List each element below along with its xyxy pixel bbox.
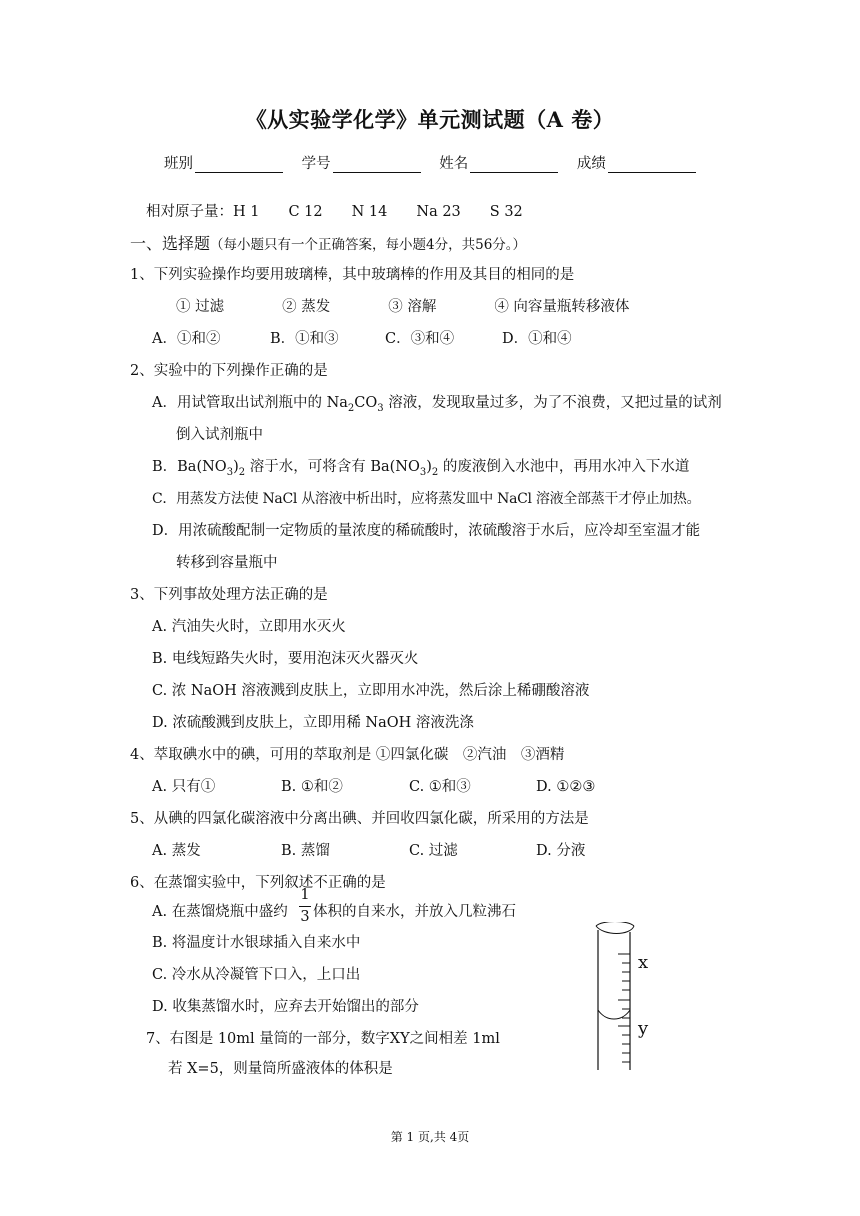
q2-a-sub-1: 2: [347, 402, 355, 414]
q1-choice-a: A．①和②: [152, 331, 221, 347]
q3-choice-d: D. 浓硫酸溅到皮肤上，立即用稀 NaOH 溶液洗涤: [152, 715, 474, 731]
q3-choice-b: B. 电线短路失火时，要用泡沫灭火器灭火: [152, 651, 419, 667]
q1-choice-d: D．①和④: [502, 331, 572, 347]
fraction-bar: [299, 906, 311, 907]
q2-stem: 2、实验中的下列操作正确的是: [130, 363, 328, 379]
q5-choice-d: D. 分液: [536, 843, 586, 859]
q2-a-sub-2: 3: [377, 402, 384, 414]
graduated-cylinder-figure: [590, 922, 680, 1082]
q4-stem: 4、萃取碘水中的碘，可用的萃取剂是 ①四氯化碳 ②汽油 ③酒精: [130, 747, 565, 763]
q2-b-text-4: ): [426, 459, 432, 475]
q6-choice-a-post: 体积的自来水，并放入几粒沸石: [313, 904, 516, 920]
q7-stem-line1: 7、右图是 10ml 量筒的一部分，数字XY之间相差 1ml: [146, 1031, 500, 1047]
class-label: 班别: [164, 156, 193, 172]
q3-choice-c: C. 浓 NaOH 溶液溅到皮肤上，立即用水冲洗，然后涂上稀硼酸溶液: [152, 683, 590, 699]
score-blank: [608, 158, 696, 173]
id-label: 学号: [301, 156, 331, 172]
cylinder-rim-top: [596, 926, 634, 934]
q4-choice-b: B. ①和②: [281, 779, 343, 795]
q2-choice-a-cont: 倒入试剂瓶中: [176, 427, 263, 443]
name-blank: [470, 158, 558, 173]
q1-choice-c: C．③和④: [385, 331, 455, 347]
fraction-denominator: 3: [300, 909, 310, 925]
fraction-numerator: 1: [300, 887, 310, 903]
q5-stem: 5、从碘的四氯化碳溶液中分离出碘、并回收四氯化碳，所采用的方法是: [130, 811, 589, 827]
q5-choice-a: A. 蒸发: [152, 843, 201, 859]
page-title: 《从实验学化学》单元测试题（A 卷）: [245, 107, 615, 132]
class-blank: [195, 158, 283, 173]
q2-b-sub-3: 3: [419, 466, 427, 478]
q2-b-sub-1: 3: [226, 466, 234, 478]
atomic-masses: 相对原子量：H 1 C 12 N 14 Na 23 S 32: [146, 204, 523, 220]
q2-choice-b: [152, 457, 689, 483]
cylinder-graduations: [618, 954, 630, 1062]
q2-a-text-1: A．用试管取出试剂瓶中的 Na: [152, 395, 348, 411]
q6-choice-a-pre: A. 在蒸馏烧瓶中盛约: [152, 904, 288, 920]
q2-b-text-5: 的废液倒入水池中，再用水冲入下水道: [438, 459, 690, 475]
q2-b-sub-2: 2: [238, 466, 246, 478]
q2-b-text-2: ): [233, 459, 239, 475]
name-label: 姓名: [439, 156, 469, 172]
section-heading: [130, 234, 526, 255]
q2-choice-a: [152, 393, 722, 419]
section-note: （每小题只有一个正确答案，每小题4分，共56分。）: [210, 237, 527, 253]
q2-a-text-2: CO: [354, 395, 378, 411]
score-label: 成绩: [576, 156, 606, 172]
q4-choice-a: A. 只有①: [152, 779, 216, 795]
q2-b-sub-4: 2: [431, 466, 439, 478]
q5-choice-c: C. 过滤: [409, 843, 458, 859]
id-blank: [333, 158, 421, 173]
q2-choice-d-cont: 转移到容量瓶中: [176, 555, 278, 571]
q2-choice-c: C．用蒸发方法使 NaCl 从溶液中析出时，应将蒸发皿中 NaCl 溶液全部蒸干才停止加热。: [152, 491, 701, 507]
section-title: 一、选择题: [130, 234, 211, 253]
q4-choice-c: C. ①和③: [409, 779, 471, 795]
q3-stem: 3、下列事故处理方法正确的是: [130, 587, 328, 603]
q3-choice-a: A. 汽油失火时，立即用水灭火: [152, 619, 346, 635]
q6-stem: 6、在蒸馏实验中，下列叙述不正确的是: [130, 875, 386, 891]
q2-b-text-1: B．Ba(NO: [152, 459, 227, 475]
page-footer: 第 1 页,共 4页: [390, 1130, 470, 1144]
q1-choice-b: B．①和③: [270, 331, 339, 347]
cylinder-rim-back: [596, 922, 634, 926]
q1-items: ① 过滤 ② 蒸发 ③ 溶解 ④ 向容量瓶转移液体: [176, 299, 630, 315]
q2-a-text-3: 溶液，发现取量过多，为了不浪费，又把过量的试剂: [383, 395, 722, 411]
label-y: y: [638, 1018, 649, 1039]
q2-choice-d: D．用浓硫酸配制一定物质的量浓度的稀硫酸时，浓硫酸溶于水后，应冷却至室温才能: [152, 523, 701, 539]
label-x: x: [638, 952, 649, 973]
student-info-row: [164, 152, 710, 173]
q1-stem: 1、下列实验操作均要用玻璃棒，其中玻璃棒的作用及其目的相同的是: [130, 267, 575, 283]
q6-choice-c: C. 冷水从冷凝管下口入，上口出: [152, 967, 361, 983]
q7-stem-line2: 若 X=5，则量筒所盛液体的体积是: [168, 1061, 393, 1077]
q6-choice-b: B. 将温度计水银球插入自来水中: [152, 935, 361, 951]
q4-choice-d: D. ①②③: [536, 779, 596, 795]
q2-b-text-3: 溶于水，可将含有 Ba(NO: [245, 459, 420, 475]
q6-choice-d: D. 收集蒸馏水时，应弃去开始馏出的部分: [152, 999, 419, 1015]
q5-choice-b: B. 蒸馏: [281, 843, 330, 859]
